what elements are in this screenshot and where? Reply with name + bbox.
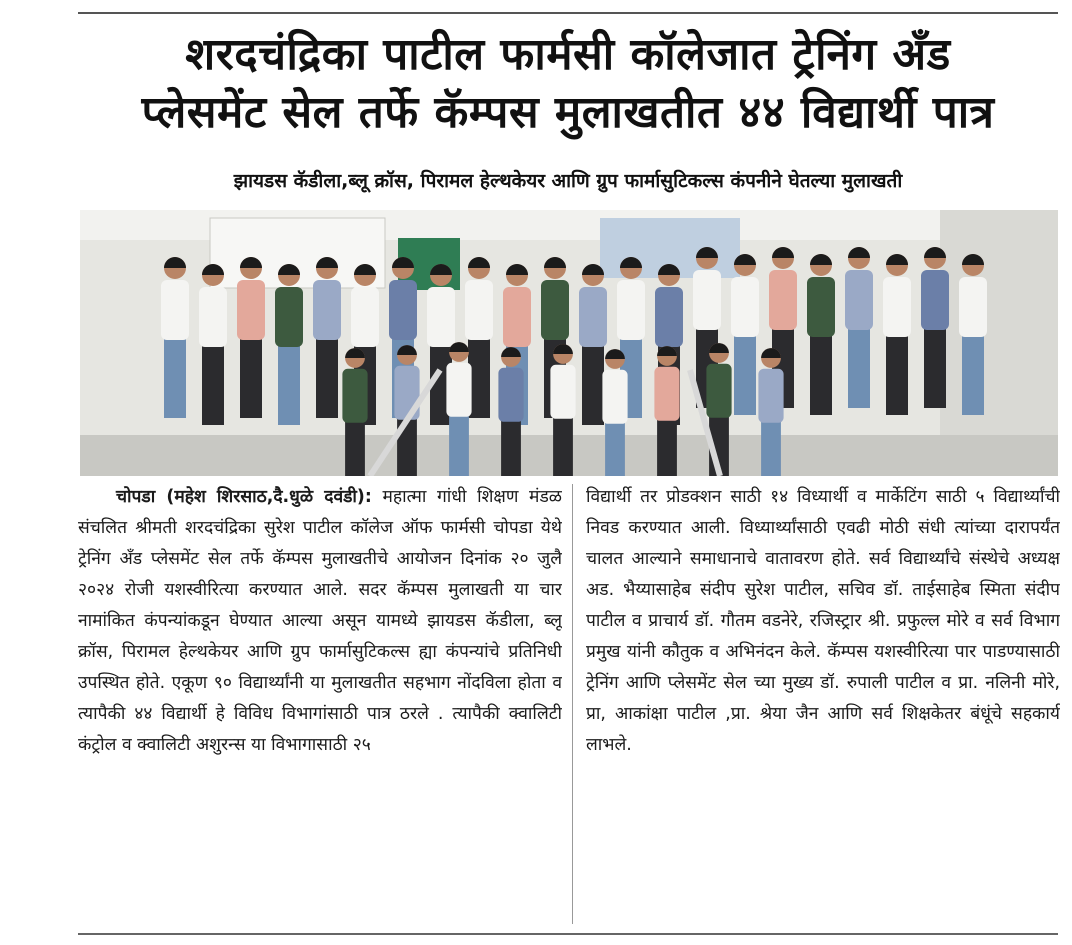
- article-column-left: [78, 482, 562, 927]
- photo-person: [883, 254, 911, 415]
- group-photo-illustration: [80, 210, 1058, 476]
- headline-line-2: प्लेसमेंट सेल तर्फे कॅम्पस मुलाखतीत ४४ विद्यार्थी पात्र: [141, 87, 995, 138]
- photo-person: [161, 257, 189, 418]
- photo-person: [237, 257, 265, 418]
- article-body-left: महात्मा गांधी शिक्षण मंडळ संचलित श्रीमती शरदचंद्रिका सुरेश पाटील कॉलेज ऑफ फार्मसी चोपडा येथे ट्रेनिंग अँड प्लेसमेंट सेल तर्फे कॅम्पस मुलाखतीचे आयोजन दिनांक २० जुलै २०२४ रोजी यशस्वीरित्या करण्यात आले. सदर कॅम्पस मुलाखती या चार नामांकित कंपन्यांकडून घेण्यात आल्या असून यामध्ये झायडस कॅडीला, ब्लू क्रॉस, पिरामल हेल्थकेयर आणि ग्रुप फार्मासुटिकल्स ह्या कंपन्यांचे प्रतिनिधी उपस्थित होते. एकूण ९० विद्यार्थ्यांनी या मुलाखतीत सहभाग नोंदविला होता व त्यापैकी ४४ विद्यार्थी हे विविध विभागांसाठी पात्र ठरले . त्यापैकी क्वालिटी कंट्रोल व क्वालिटी अशुरन्स या विभागासाठी २५: [78, 487, 562, 755]
- photo-person: [199, 264, 227, 425]
- bottom-rule: [78, 933, 1058, 935]
- article-column-right: [586, 482, 1060, 927]
- group-photo: [80, 210, 1058, 476]
- photo-person: [731, 254, 759, 415]
- photo-person: [845, 247, 873, 408]
- photo-person: [959, 254, 987, 415]
- byline: चोपडा (महेश शिरसाठ,दै.धुळे दवंडी):: [116, 487, 372, 507]
- top-rule: [78, 12, 1058, 14]
- article-body-right: विद्यार्थी तर प्रोडक्शन साठी १४ विध्यार्थी व मार्केटिंग साठी ५ विद्यार्थ्यांची निवड करण्यात आली. विध्यार्थ्यांसाठी एवढी मोठी संधी त्यांच्या दारापर्यंत चालत आल्याने समाधानाचे वातावरण होते. सर्व विद्यार्थ्यांचे संस्थेचे अध्यक्ष अड. भैय्यासाहेब संदीप सुरेश पाटील, सचिव डॉ. ताईसाहेब स्मिता संदीप पाटील व प्राचार्य डॉ. गौतम वडनेरे, रजिस्ट्रार श्री. प्रफुल्ल मोरे व सर्व विभाग प्रमुख यांनी कौतुक व अभिनंदन केले. कॅम्पस यशस्वीरित्या पार पाडण्यासाठी ट्रेनिंग आणि प्लेसमेंट सेल च्या मुख्य डॉ. रुपाली पाटील व प्रा. नलिनी मोरे, प्रा, आकांक्षा पाटील ,प्रा. श्रेया जैन आणि सर्व शिक्षकेतर बंधूंचे सहकार्य लाभले.: [586, 487, 1060, 755]
- photo-person: [275, 264, 303, 425]
- photo-person: [313, 257, 341, 418]
- headline-line-1: शरदचंद्रिका पाटील फार्मसी कॉलेजात ट्रेनिंग अँड: [185, 29, 951, 80]
- headline: [78, 26, 1058, 142]
- subheadline: झायडस कॅडीला,ब्लू क्रॉस, पिरामल हेल्थकेयर आणि ग्रुप फार्मासुटिकल्स कंपनीने घेतल्या मुलाखती: [233, 170, 903, 192]
- column-divider: [572, 484, 573, 924]
- photo-person: [921, 247, 949, 408]
- photo-person: [807, 254, 835, 415]
